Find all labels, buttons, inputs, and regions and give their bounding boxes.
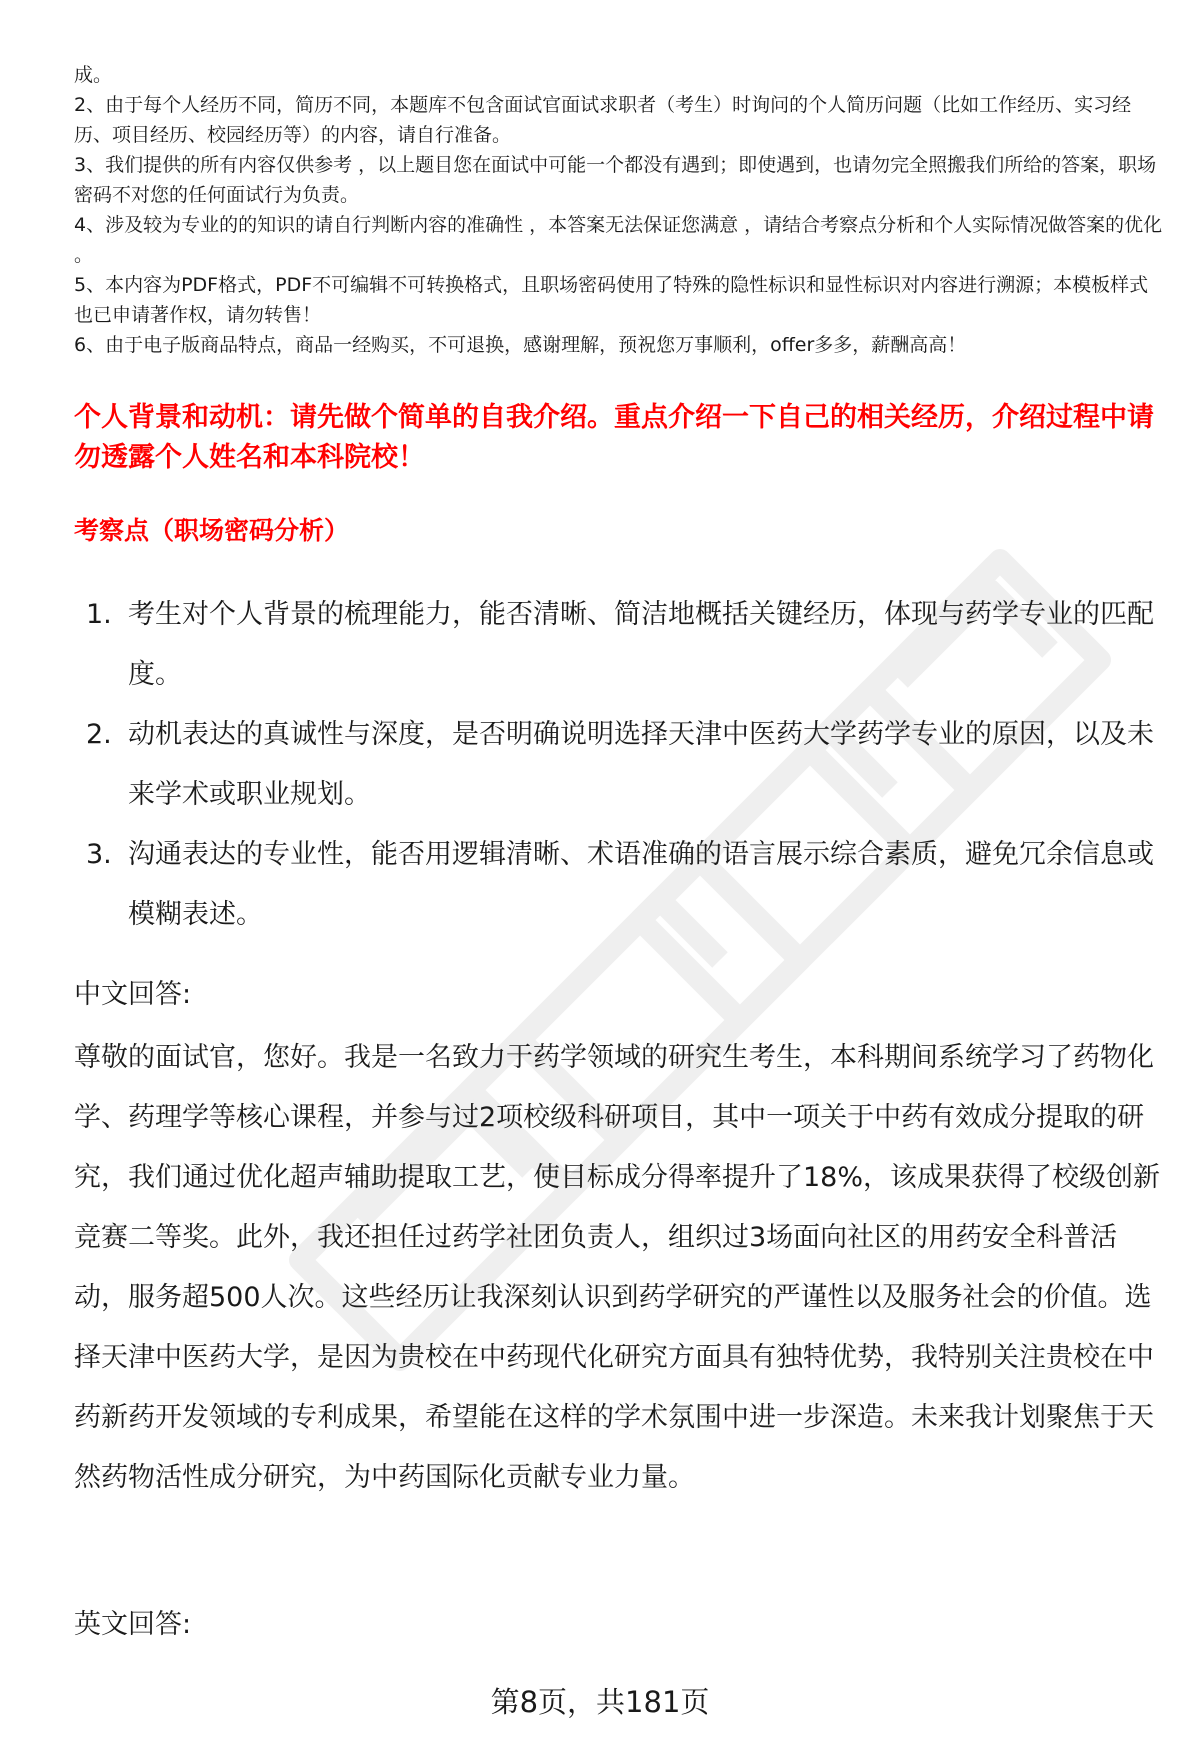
note-line: 6、由于电子版商品特点，商品一经购买，不可退换，感谢理解，预祝您万事顺利，offer多多，薪酬高高！ [74, 334, 967, 356]
question-heading: 个人背景和动机：请先做个简单的自我介绍。重点介绍一下自己的相关经历，介绍过程中请勿透露个人姓名和本科院校！ [74, 402, 1154, 473]
assessment-points [74, 585, 1164, 945]
list-text: 考生对个人背景的梳理能力，能否清晰、简洁地概括关键经历，体现与药学专业的匹配度。 [128, 599, 1154, 690]
disclaimer-notes [74, 60, 1164, 360]
list-number: 1. [86, 599, 112, 630]
list-item [74, 825, 1164, 945]
note-line: 2、由于每个人经历不同，简历不同，本题库不包含面试官面试求职者（考生）时询问的个人简历问题（比如工作经历、实习经历、项目经历、校园经历等）的内容，请自行准备。 [74, 94, 1132, 146]
page-footer: 第8页，共181页 [490, 1685, 710, 1719]
list-number: 3. [86, 839, 112, 870]
list-item [74, 705, 1164, 825]
section-heading: 考察点（职场密码分析） [74, 516, 350, 545]
note-line: 成。 [74, 64, 113, 86]
list-text: 动机表达的真诚性与深度，是否明确说明选择天津中医药大学药学专业的原因，以及未来学术或职业规划。 [128, 719, 1154, 810]
english-answer-label: 英文回答: [74, 1609, 192, 1640]
note-line: 4、涉及较为专业的的知识的请自行判断内容的准确性 ，本答案无法保证您满意 ，请结合考察点分析和个人实际情况做答案的优化 。 [74, 214, 1163, 266]
note-line: 5、本内容为PDF格式，PDF不可编辑不可转换格式，且职场密码使用了特殊的隐性标识和显性标识对内容进行溯源；本模板样式也已申请著作权，请勿转售！ [74, 274, 1149, 326]
list-item [74, 585, 1164, 705]
list-number: 2. [86, 719, 112, 750]
list-text: 沟通表达的专业性，能否用逻辑清晰、术语准确的语言展示综合素质，避免冗余信息或模糊表述。 [128, 839, 1154, 930]
chinese-answer-text: 尊敬的面试官，您好。我是一名致力于药学领域的研究生考生，本科期间系统学习了药物化学、药理学等核心课程，并参与过2项校级科研项目，其中一项关于中药有效成分提取的研究，我们通过优化超声辅助提取工艺，使目标成分得率提升了18%，该成果获得了校级创新竞赛二等奖。此外，我还担任过药学社团负责人，组织过3场面向社区的用药安全科普活动，服务超500人次。这些经历让我深刻认识到药学研究的严谨性以及服务社会的价值。选择天津中医药大学，是因为贵校在中药现代化研究方面具有独特优势，我特别关注贵校在中药新药开发领域的专利成果，希望能在这样的学术氛围中进一步深造。未来我计划聚焦于天然药物活性成分研究，为中药国际化贡献专业力量。 [74, 1042, 1161, 1493]
chinese-answer-label: 中文回答: [74, 979, 192, 1010]
note-line: 3、我们提供的所有内容仅供参考 ，以上题目您在面试中可能一个都没有遇到；即使遇到，也请勿完全照搬我们所给的答案，职场密码不对您的任何面试行为负责。 [74, 154, 1157, 206]
